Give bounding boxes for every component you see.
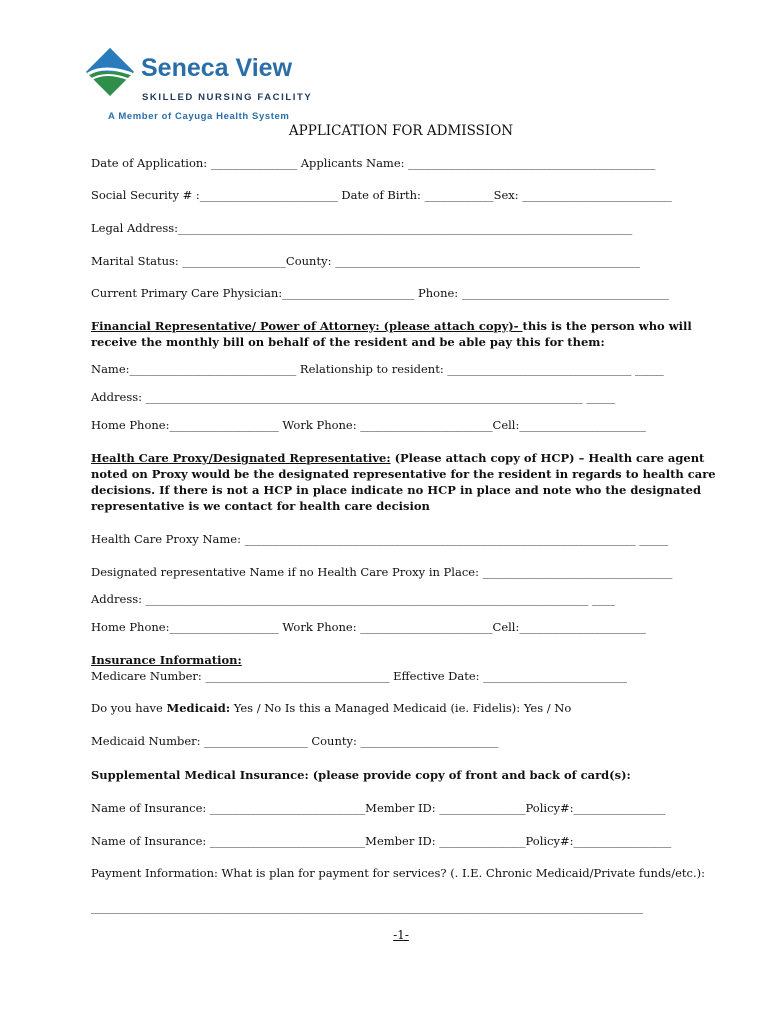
marital-county-line: Marital Status: __________________County: _____________________________________________________ (91, 254, 640, 268)
rep-name-line: Name:_____________________________ Relationship to resident: ________________________________ _____ (91, 362, 664, 376)
hcp-address-line: Address: _____________________________________________________________________________ ____ (91, 592, 616, 606)
medicaid-question-prefix: Do you have (91, 701, 167, 715)
insurance-name-line-1: Name of Insurance: ___________________________Member ID: _______________Policy#:________________ (91, 801, 666, 815)
hcp-text: (Please attach copy of HCP) – Health care agent noted on Proxy would be the designated representative for the resident in regards to health care decisions. If there is not a HCP in place indicate no HCP in place and note who the designated representative is we contact for health care decision (91, 451, 716, 513)
physician-phone-line: Current Primary Care Physician:_______________________ Phone: ____________________________________ (91, 286, 669, 300)
brand-name: Seneca View (141, 54, 293, 82)
page-number: -1- (393, 928, 409, 942)
medicaid-number-line: Medicaid Number: __________________ County: ________________________ (91, 734, 499, 748)
hcp-paragraph (91, 450, 716, 514)
hcp-name-line: Health Care Proxy Name: ____________________________________________________________________ _____ (91, 532, 669, 546)
supplemental-heading: Supplemental Medical Insurance: (please provide copy of front and back of card(s): (91, 768, 631, 782)
payment-blank-line: ________________________________________________________________________________________________ (91, 900, 643, 914)
hcp-heading: Health Care Proxy/Designated Representative: (91, 451, 391, 465)
brand-member-line: A Member of Cayuga Health System (108, 111, 290, 122)
financial-rep-paragraph (91, 318, 716, 350)
ssn-dob-sex-line: Social Security # :________________________ Date of Birth: ____________Sex: __________________________ (91, 188, 672, 202)
rep-address-line: Address: ____________________________________________________________________________ _____ (91, 390, 616, 404)
medicaid-question-rest: Yes / No Is this a Managed Medicaid (ie. Fidelis): Yes / No (230, 701, 572, 715)
rep-phone-line: Home Phone:___________________ Work Phone: _______________________Cell:______________________ (91, 418, 646, 432)
brand-subtitle: SKILLED NURSING FACILITY (142, 92, 313, 103)
medicaid-label: Medicaid: (166, 701, 231, 715)
financial-rep-heading: Financial Representative/ Power of Attorney: (please attach copy)- (91, 319, 523, 333)
date-applicant-line: Date of Application: _______________ Applicants Name: ___________________________________________ (91, 156, 656, 170)
insurance-name-line-2: Name of Insurance: ___________________________Member ID: _______________Policy#:_________________ (91, 834, 672, 848)
legal-address-line: Legal Address:_______________________________________________________________________________ (91, 221, 633, 235)
page-title: APPLICATION FOR ADMISSION (288, 123, 514, 139)
payment-info-line: Payment Information: What is plan for payment for services? (. I.E. Chronic Medicaid/Private funds/etc.): (91, 866, 705, 880)
medicaid-question-line (91, 701, 571, 716)
financial-rep-text: this is the person who will receive the monthly bill on behalf of the resident and be able pay this for them: (91, 319, 692, 349)
designated-rep-line: Designated representative Name if no Health Care Proxy in Place: _________________________________ (91, 565, 673, 579)
insurance-heading: Insurance Information: (91, 653, 242, 667)
medicare-line: Medicare Number: ________________________________ Effective Date: _________________________ (91, 669, 627, 683)
hcp-phone-line: Home Phone:___________________ Work Phone: _______________________Cell:______________________ (91, 620, 646, 634)
